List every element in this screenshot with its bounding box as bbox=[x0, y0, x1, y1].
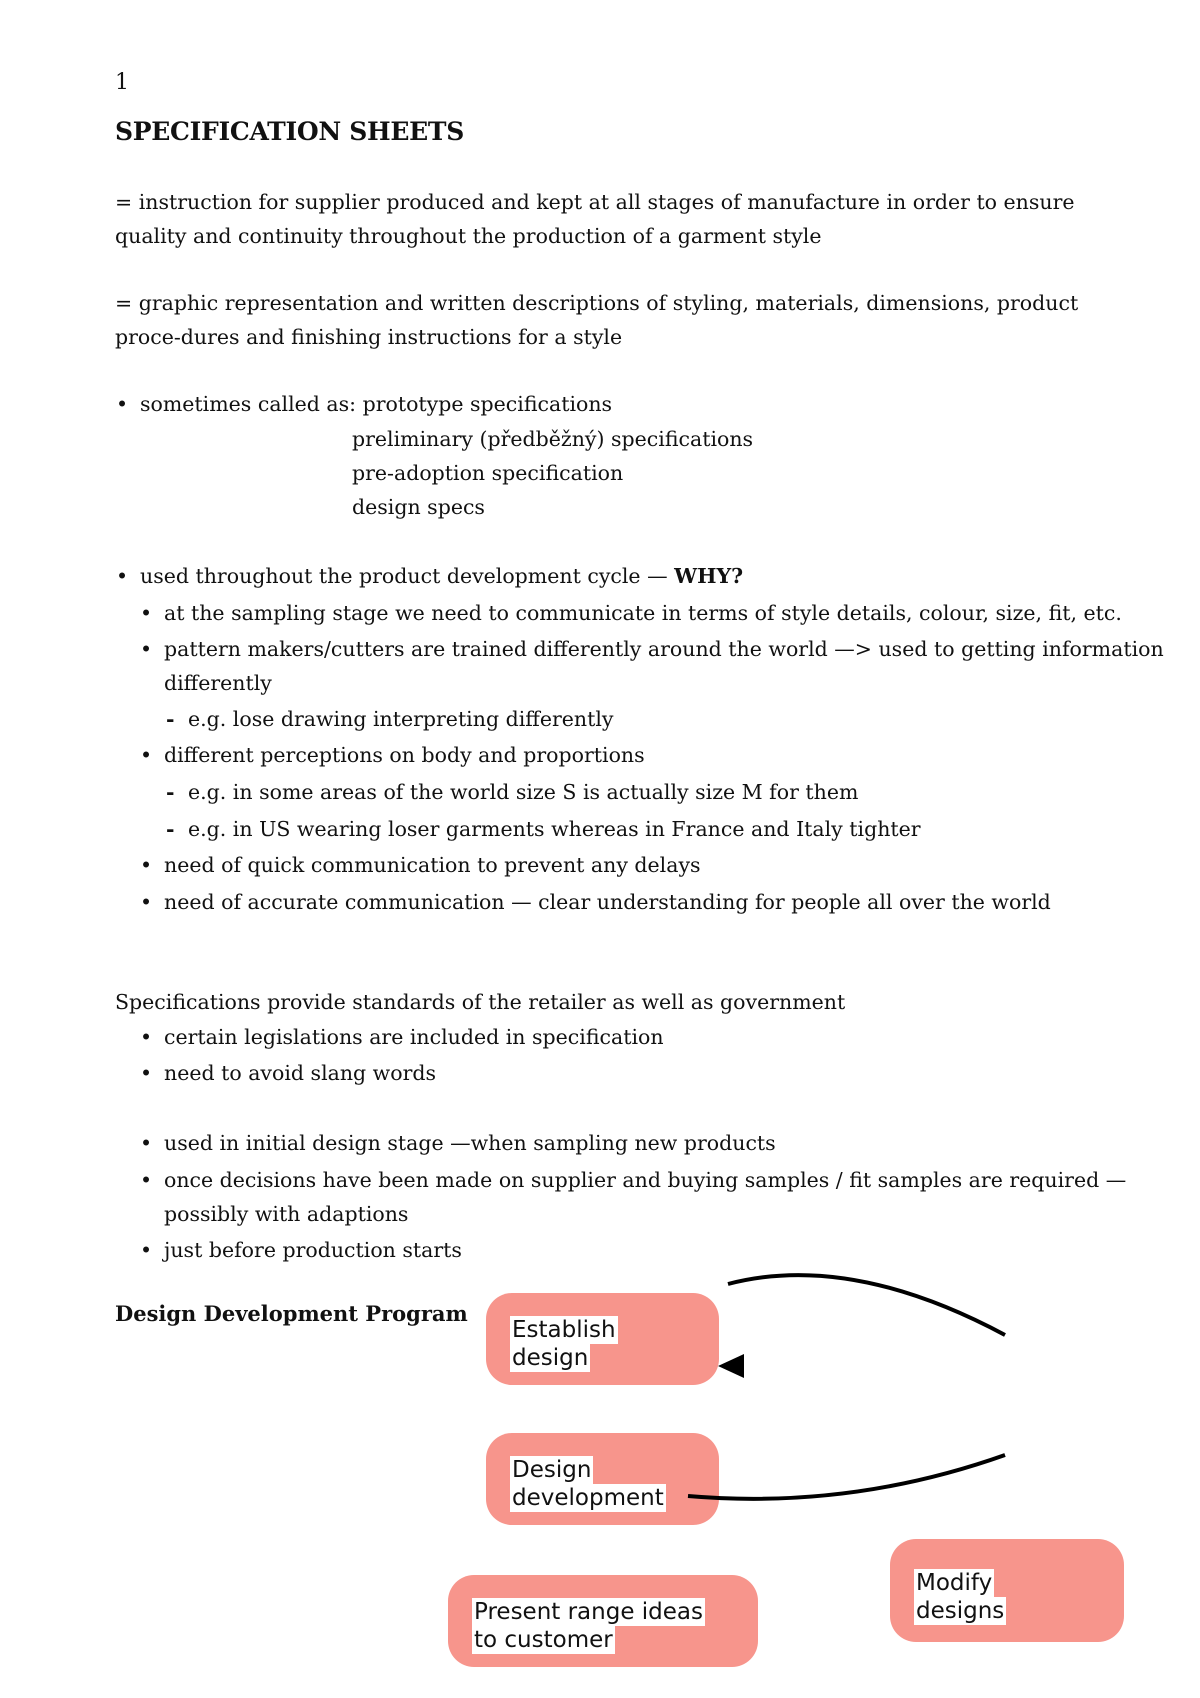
box-label-line2: design bbox=[512, 1345, 589, 1371]
box-label-line1: Design bbox=[512, 1457, 592, 1483]
page-number: 1 bbox=[115, 70, 129, 95]
why-subpoint-3: - e.g. in US wearing loser garments whereas in France and Italy tighter bbox=[188, 815, 921, 843]
box-label-line1: Modify bbox=[916, 1570, 993, 1596]
definition-2: = graphic representation and written descriptions of styling, materials, dimensions, product proce-dures and finishing instructions for a style bbox=[115, 291, 1079, 349]
standards-point-1: • certain legislations are included in specification bbox=[164, 1023, 664, 1051]
box-label-line2: to customer bbox=[474, 1627, 613, 1653]
alt-name-1: preliminary (předběžný) specifications bbox=[352, 427, 754, 451]
ddp-heading: Design Development Program bbox=[115, 1301, 468, 1326]
why-subpoint-1: - e.g. lose drawing interpreting differently bbox=[188, 705, 613, 733]
box-label-line2: development bbox=[512, 1485, 664, 1511]
why-point-1: • at the sampling stage we need to communicate in terms of style details, colour, size, fit, etc. bbox=[164, 599, 1122, 627]
definition-1: = instruction for supplier produced and kept at all stages of manufacture in order to ensure quality and continuity throughout the production of a garment style bbox=[115, 190, 1075, 248]
box-label-line1: Present range ideas bbox=[474, 1599, 704, 1625]
why-point-3: • different perceptions on body and proportions bbox=[164, 741, 645, 769]
usage-point-2: • once decisions have been made on supplier and buying samples / fit samples are required — bbox=[164, 1166, 1126, 1194]
arrowhead-icon bbox=[718, 1354, 744, 1378]
box-label-line2: designs bbox=[916, 1598, 1005, 1624]
why-point-5: • need of accurate communication — clear understanding for people all over the world bbox=[164, 888, 1051, 916]
box-label-line1: Establish bbox=[512, 1317, 616, 1343]
why-subpoint-2: - e.g. in some areas of the world size S is actually size M for them bbox=[188, 778, 858, 806]
also-called-lead: • sometimes called as: prototype specifications bbox=[140, 390, 612, 418]
arrow-top-curve bbox=[728, 1275, 1005, 1335]
standards-point-2: • need to avoid slang words bbox=[164, 1059, 436, 1087]
why-point-2: • pattern makers/cutters are trained differently around the world —> used to getting information bbox=[164, 635, 1164, 663]
alt-name-3: design specs bbox=[352, 495, 485, 519]
why-point-2-cont: differently bbox=[164, 671, 272, 695]
standards-lead: Specifications provide standards of the retailer as well as government bbox=[115, 990, 846, 1014]
usage-point-3: • just before production starts bbox=[164, 1236, 462, 1264]
why-question: WHY? bbox=[674, 564, 744, 588]
why-point-4: • need of quick communication to prevent any delays bbox=[164, 851, 701, 879]
why-lead: • used throughout the product development cycle — WHY? bbox=[140, 562, 743, 590]
usage-point-1: • used in initial design stage —when sampling new products bbox=[164, 1129, 776, 1157]
usage-point-2-cont: possibly with adaptions bbox=[164, 1202, 409, 1226]
alt-name-2: pre-adoption specification bbox=[352, 461, 624, 485]
page-title: SPECIFICATION SHEETS bbox=[115, 117, 464, 146]
arrow-bottom-curve bbox=[688, 1455, 1005, 1499]
